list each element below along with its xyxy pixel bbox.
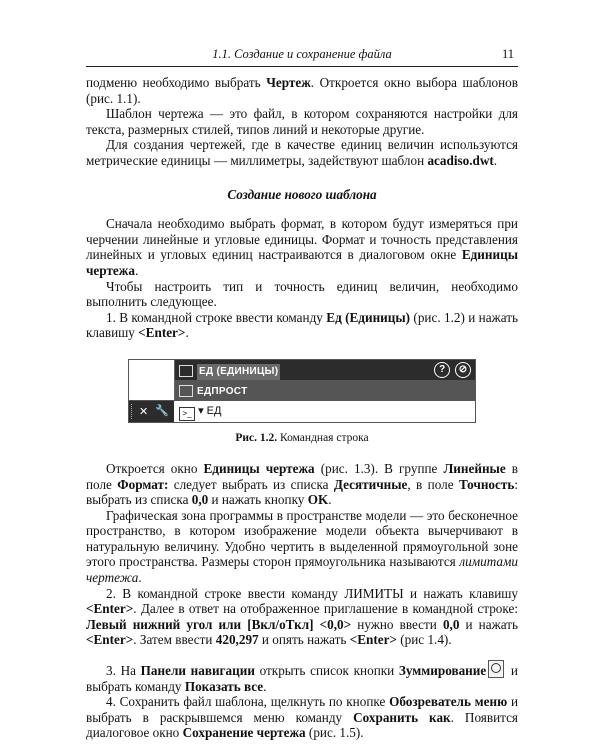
paragraph: Для создания чертежей, где в качестве единиц величин используются метрические единицы — миллиметры, задействуют шаблон acadiso.dwt.	[86, 137, 518, 168]
step-3: 3. На Панели навигации открыть список кнопки Зуммирование и выбрать команду Показать все.	[86, 660, 518, 694]
figure-caption: Рис. 1.2. Командная строка	[235, 431, 369, 444]
running-title: 1.1. Создание и сохранение файла	[212, 47, 392, 61]
command-icon	[179, 365, 193, 377]
close-icon[interactable]: ✕	[139, 404, 149, 418]
figure-command-line	[86, 353, 518, 449]
command-input[interactable]: >_ ▾ ЕД	[179, 404, 221, 421]
command-history	[175, 360, 475, 400]
paragraph: Чтобы настроить тип и точность единиц величин, необходимо выполнить следующее.	[86, 278, 518, 310]
command-input-row	[129, 400, 475, 422]
page-body	[86, 75, 518, 741]
page-number: 11	[501, 47, 514, 61]
step-1: 1. В командной строке ввести команду Ед (Единицы) (рис. 1.2) и нажать клавишу <Enter>.	[86, 309, 518, 341]
paragraph: подменю необходимо выбрать Чертеж. Откроется окно выбора шаблонов (рис. 1.1).	[86, 75, 518, 106]
prompt-icon: >_	[179, 407, 195, 421]
page-header	[86, 44, 518, 67]
paragraph: Сначала необходимо выбрать формат, в котором будут измеряться при черчении линейные и угловые единицы. Формат и точность представления линейных и угловых единиц настраиваются в диалоговом окне Единицы чертежа.	[86, 216, 518, 278]
section-heading: Создание нового шаблона	[227, 186, 377, 202]
grip-handle[interactable]	[131, 404, 136, 419]
wrench-icon[interactable]: 🔧	[155, 403, 169, 417]
zoom-icon	[488, 660, 504, 678]
step-4: 4. Сохранить файл шаблона, щелкнуть по кнопке Обозреватель меню и выбрать в раскрывшемся меню команду Сохранить как. Появится диалоговое окно Сохранение чертежа (рис. 1.5).	[86, 694, 518, 741]
history-item[interactable]: ЕДПРОСТ	[175, 380, 475, 400]
paragraph: Откроется окно Единицы чертежа (рис. 1.3). В группе Линейные в поле Формат: следует выбрать из списка Десятичные, в поле Точность: выбрать из списка 0,0 и нажать кнопку OK.	[86, 460, 518, 508]
chevron-down-icon[interactable]: ▾	[198, 404, 204, 417]
paragraph: Графическая зона программы в пространстве модели — это бесконечное пространство, в котором изображение модели объекта вычерчивают в натуральную величину. Удобно чертить в выделенной прямоугольной зоне этого пространства. Размеры сторон прямоугольника называются лимитами чертежа.	[86, 507, 518, 586]
command-line-tools	[129, 401, 174, 422]
command-line-window	[128, 359, 476, 423]
close-circle-icon[interactable]: ⊘	[455, 362, 471, 378]
command-icon	[179, 385, 193, 397]
step-2: 2. В командной строке ввести команду ЛИМИТЫ и нажать клавишу <Enter>. Далее в ответ на отображенное приглашение в командной строке: Левый нижний угол или [Вкл/оТкл] <0,0> нужно ввести 0,0 и нажать <Enter>. Затем ввести 420,297 и опять нажать <Enter> (рис 1.4).	[86, 585, 518, 648]
paragraph: Шаблон чертежа — это файл, в котором сохраняются настройки для текста, размерных стилей, типов линий и некоторые другие.	[86, 106, 518, 137]
history-item[interactable]: ЕД (ЕДИНИЦЫ) ? ⊘	[175, 360, 475, 380]
help-icon[interactable]: ?	[434, 362, 450, 378]
